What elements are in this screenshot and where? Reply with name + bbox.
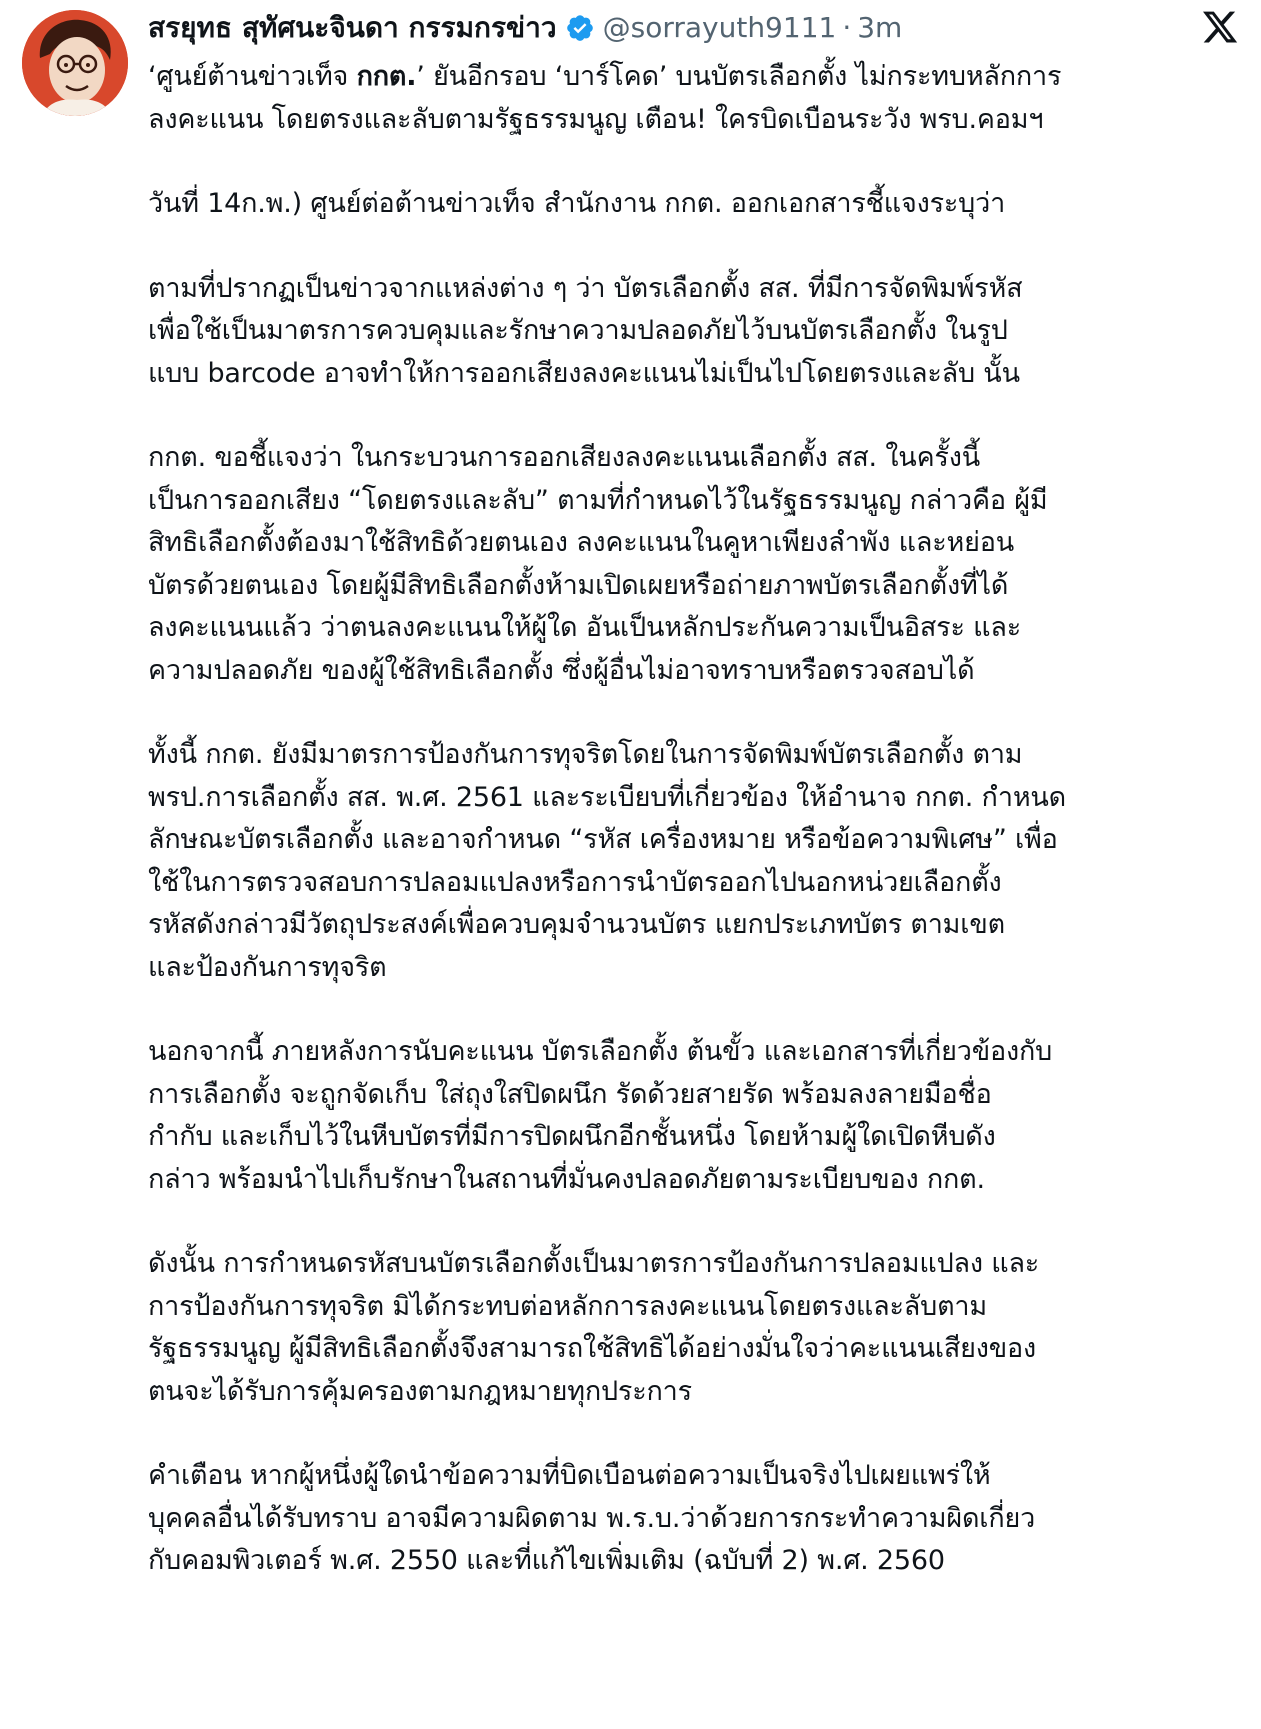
paragraph-line: วันที่ 14ก.พ.) ศูนย์ต่อต้านข่าวเท็จ สำนักงาน กกต. ออกเอกสารชี้แจงระบุว่า: [148, 188, 1006, 219]
paragraph-line: และป้องกันการทุจริต: [148, 951, 387, 983]
paragraph-line: รหัสดังกล่าวมีวัตถุประสงค์เพื่อควบคุมจำนวนบัตร แยกประเภทบัตร ตามเขต: [148, 909, 1005, 940]
profile-photo: [22, 10, 128, 116]
paragraph-line: ลงคะแนนแล้ว ว่าตนลงคะแนนให้ผู้ใด อันเป็นหลักประกันความเป็นอิสระ และ: [148, 612, 1021, 643]
paragraph-line: ดังนั้น การกำหนดรหัสบนบัตรเลือกตั้งเป็นมาตรการป้องกันการปลอมแปลง และ: [148, 1248, 1040, 1279]
paragraph-line: สิทธิเลือกตั้งต้องมาใช้สิทธิด้วยตนเอง ลงคะแนนในคูหาเพียงลำพัง และหย่อน: [148, 527, 1014, 558]
headline-line: ลงคะแนน โดยตรงและลับตามรัฐธรรมนูญ เตือน! ใครบิดเบือนระวัง พรบ.คอมฯ: [148, 103, 1044, 135]
paragraph-line: กับคอมพิวเตอร์ พ.ศ. 2550 และที่แก้ไขเพิ่มเติม (ฉบับที่ 2) พ.ศ. 2560: [148, 1545, 945, 1576]
paragraph-line: การเลือกตั้ง จะถูกจัดเก็บ ใส่ถุงใสปิดผนึก รัดด้วยสายรัด พร้อมลงลายมือชื่อ: [148, 1078, 992, 1110]
tweet-paragraph: [148, 1243, 1248, 1413]
paragraph-line: กกต. ขอชี้แจงว่า ในกระบวนการออกเสียงลงคะแนนเลือกตั้ง สส. ในครั้งนี้: [148, 442, 980, 473]
paragraph-line: ตนจะได้รับการคุ้มครองตามกฎหมายทุกประการ: [148, 1375, 692, 1407]
tweet-paragraph: [148, 1031, 1248, 1201]
headline-bold-text: กกต.: [356, 61, 417, 92]
x-logo-icon[interactable]: [1201, 8, 1239, 46]
paragraph-line: ใช้ในการตรวจสอบการปลอมแปลงหรือการนำบัตรออกไปนอกหน่วยเลือกตั้ง: [148, 866, 1002, 898]
verified-badge-icon: [565, 13, 595, 43]
paragraph-line: ตามที่ปรากฏเป็นข่าวจากแหล่งต่าง ๆ ว่า บัตรเลือกตั้ง สส. ที่มีการจัดพิมพ์รหัส: [148, 272, 1023, 304]
tweet-paragraph: [148, 734, 1248, 989]
paragraph-line: รัฐธรรมนูญ ผู้มีสิทธิเลือกตั้งจึงสามารถใช้สิทธิได้อย่างมั่นใจว่าคะแนนเสียงของ: [148, 1333, 1036, 1364]
headline-text: ‘ศูนย์ต้านข่าวเท็จ: [148, 61, 357, 92]
tweet-header: [148, 2, 1201, 54]
tweet-timestamp[interactable]: 3m: [857, 11, 903, 44]
paragraph-line: กล่าว พร้อมนำไปเก็บรักษาในสถานที่มั่นคงปลอดภัยตามระเบียบของ กกต.: [148, 1163, 985, 1195]
tweet-paragraph: [148, 1455, 1248, 1583]
paragraph-line: ทั้งนี้ กกต. ยังมีมาตรการป้องกันการทุจริตโดยในการจัดพิมพ์บัตรเลือกตั้ง ตาม: [148, 739, 1023, 770]
headline-line: [148, 56, 1248, 99]
paragraph-line: บัตรด้วยตนเอง โดยผู้มีสิทธิเลือกตั้งห้ามเปิดเผยหรือถ่ายภาพบัตรเลือกตั้งที่ได้: [148, 569, 1009, 601]
paragraph-line: การป้องกันการทุจริต มิได้กระทบต่อหลักการลงคะแนนโดยตรงและลับตาม: [148, 1290, 987, 1322]
paragraph-line: กำกับ และเก็บไว้ในหีบบัตรที่มีการปิดผนึกอีกชั้นหนึ่ง โดยห้ามผู้ใดเปิดหีบดัง: [148, 1121, 996, 1152]
tweet-headline: [148, 56, 1248, 141]
paragraph-line: บุคคลอื่นได้รับทราบ อาจมีความผิดตาม พ.ร.บ.ว่าด้วยการกระทำความผิดเกี่ยว: [148, 1502, 1036, 1534]
paragraph-line: คำเตือน หากผู้หนึ่งผู้ใดนำข้อความที่บิดเบือนต่อความเป็นจริงไปเผยแพร่ให้: [148, 1460, 991, 1491]
avatar[interactable]: [22, 10, 128, 116]
tweet-paragraph: [148, 268, 1248, 396]
paragraph-line: พรป.การเลือกตั้ง สส. พ.ศ. 2561 และระเบียบที่เกี่ยวข้อง ให้อำนาจ กกต. กำหนด: [148, 781, 1067, 813]
headline-text: ’ ยันอีกรอบ ‘บาร์โคด’ บนบัตรเลือกตั้ง ไม่กระทบหลักการ: [416, 61, 1062, 92]
author-handle[interactable]: @sorrayuth9111: [602, 11, 837, 44]
paragraph-line: แบบ barcode อาจทำให้การออกเสียงลงคะแนนไม่เป็นไปโดยตรงและลับ นั้น: [148, 357, 1020, 389]
paragraph-line: เป็นการออกเสียง “โดยตรงและลับ” ตามที่กำหนดไว้ในรัฐธรรมนูญ กล่าวคือ ผู้มี: [148, 484, 1048, 516]
paragraph-line: นอกจากนี้ ภายหลังการนับคะแนน บัตรเลือกตั้ง ต้นขั้ว และเอกสารที่เกี่ยวข้องกับ: [148, 1036, 1053, 1067]
paragraph-line: ลักษณะบัตรเลือกตั้ง และอาจกำหนด “รหัส เครื่องหมาย หรือข้อความพิเศษ” เพื่อ: [148, 824, 1058, 855]
tweet-text: [148, 56, 1248, 1625]
tweet-paragraph: [148, 437, 1248, 692]
tweet-paragraph: [148, 183, 1248, 226]
paragraph-line: ความปลอดภัย ของผู้ใช้สิทธิเลือกตั้ง ซึ่งผู้อื่นไม่อาจทราบหรือตรวจสอบได้: [148, 654, 975, 686]
separator-dot: ·: [842, 11, 852, 44]
paragraph-line: เพื่อใช้เป็นมาตรการควบคุมและรักษาความปลอดภัยไว้บนบัตรเลือกตั้ง ในรูป: [148, 315, 1008, 346]
author-display-name[interactable]: สรยุทธ สุทัศนะจินดา กรรมกรข่าว: [148, 11, 557, 44]
